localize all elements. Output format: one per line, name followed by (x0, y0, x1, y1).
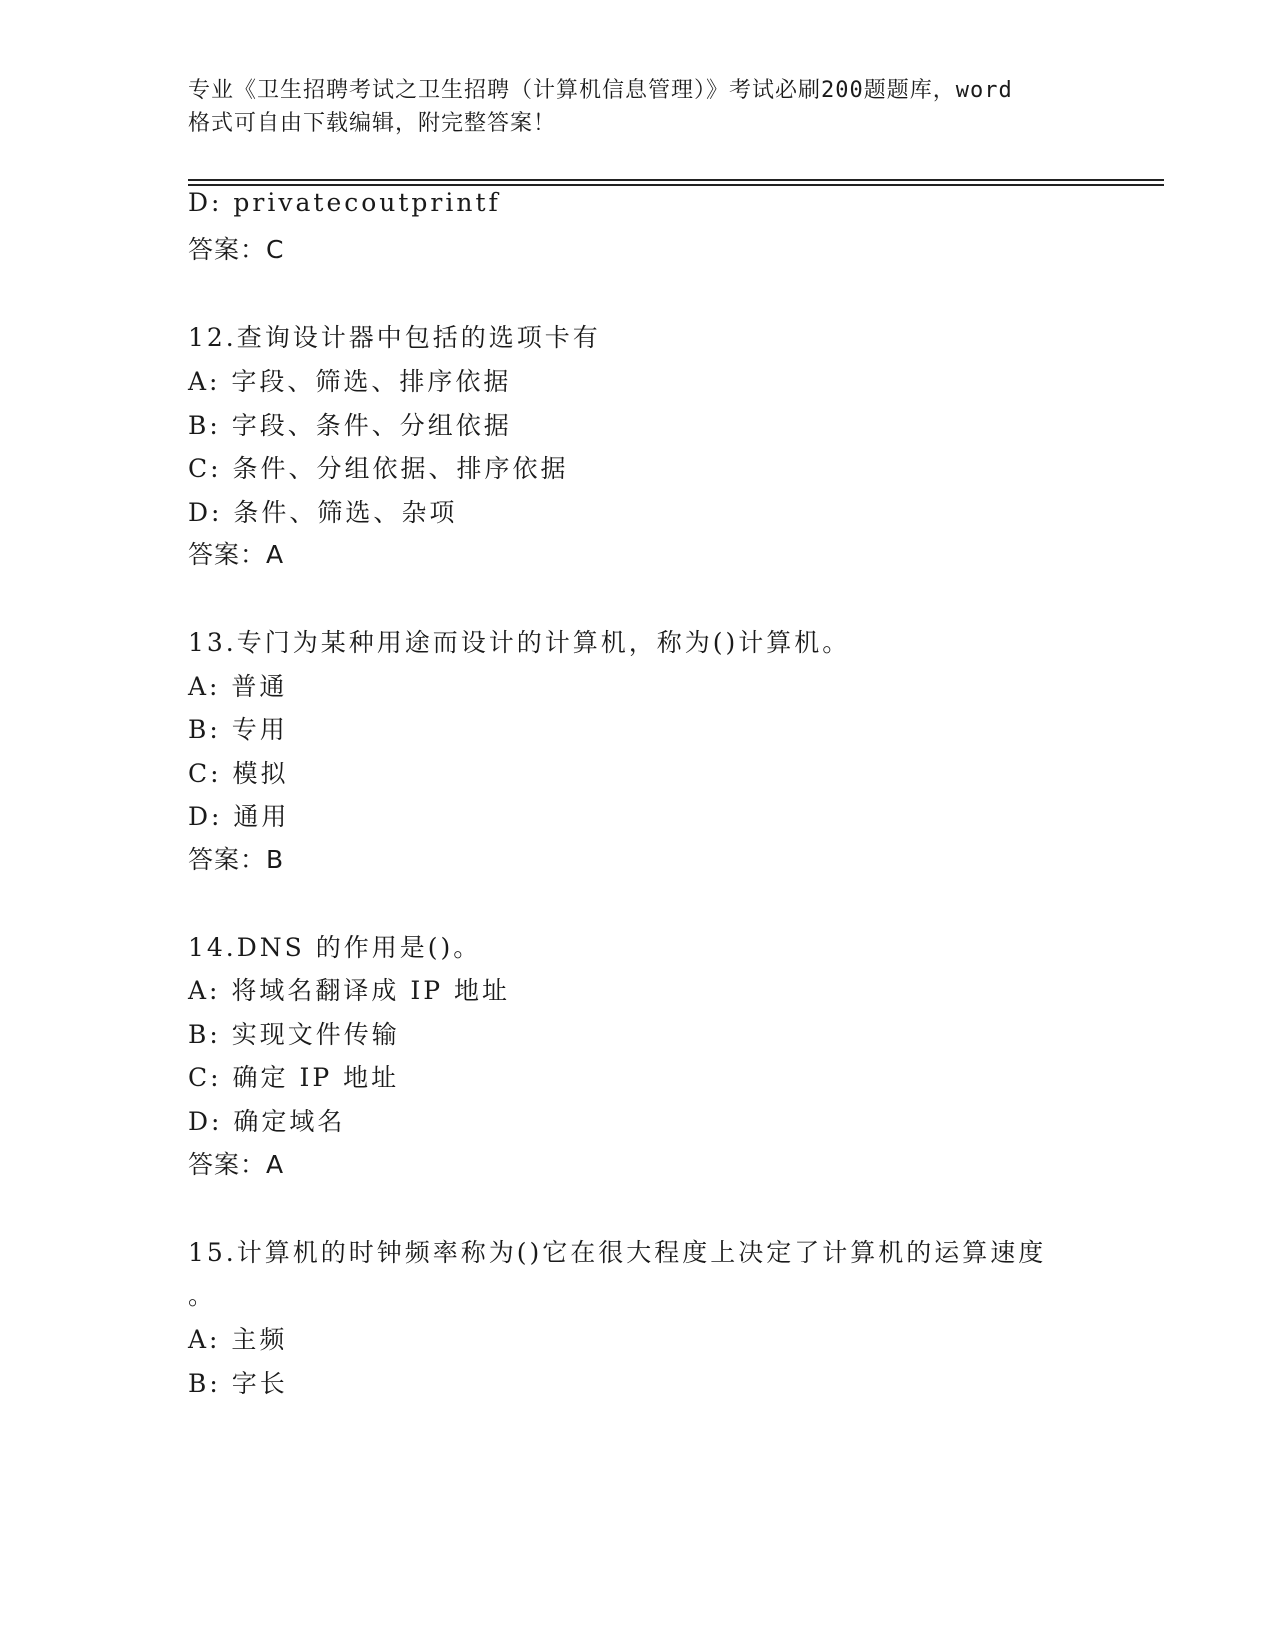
q13-option-b: B: 专用 (188, 715, 288, 744)
q15-option-b: B: 字长 (188, 1369, 288, 1398)
prev-option-d: D: privatecoutprintf (188, 188, 501, 217)
header-line-1: 专业《卫生招聘考试之卫生招聘（计算机信息管理）》考试必刷200题题库，word (188, 78, 1013, 103)
q12-answer: 答案：A (188, 540, 285, 569)
q14-option-b: B: 实现文件传输 (188, 1020, 400, 1049)
q12-question: 12.查询设计器中包括的选项卡有 (188, 323, 601, 352)
q14-option-a: A: 将域名翻译成 IP 地址 (188, 976, 511, 1005)
header-divider-top (188, 179, 1164, 181)
header-line-2: 格式可自由下载编辑，附完整答案！ (188, 111, 557, 136)
q15-option-a: A: 主频 (188, 1325, 288, 1354)
q12-option-d: D: 条件、筛选、杂项 (188, 498, 458, 527)
q14-answer: 答案：A (188, 1150, 285, 1179)
q14-option-c: C: 确定 IP 地址 (188, 1063, 400, 1092)
q13-question: 13.专门为某种用途而设计的计算机，称为()计算机。 (188, 628, 851, 657)
q13-option-c: C: 模拟 (188, 759, 289, 788)
q12-option-b: B: 字段、条件、分组依据 (188, 411, 512, 440)
header-divider-bottom (188, 184, 1164, 186)
document-header (188, 74, 1088, 140)
q13-option-d: D: 通用 (188, 802, 290, 831)
q12-option-a: A: 字段、筛选、排序依据 (188, 367, 512, 396)
q15-question: 15.计算机的时钟频率称为()它在很大程度上决定了计算机的运算速度 (188, 1238, 1047, 1267)
prev-answer: 答案：C (188, 235, 285, 264)
q13-answer: 答案：B (188, 845, 285, 874)
q15-question-continuation: 。 (188, 1281, 217, 1310)
q14-question: 14.DNS 的作用是()。 (188, 933, 482, 962)
q13-option-a: A: 普通 (188, 672, 288, 701)
q12-option-c: C: 条件、分组依据、排序依据 (188, 454, 569, 483)
q14-option-d: D: 确定域名 (188, 1107, 346, 1136)
